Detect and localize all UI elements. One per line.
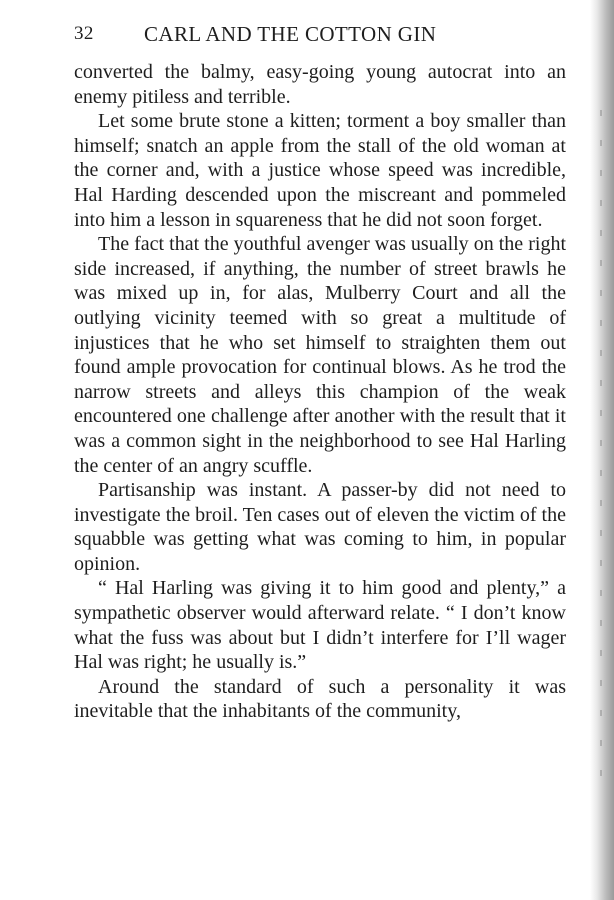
running-title: CARL AND THE COTTON GIN [144, 22, 437, 46]
paragraph: “ Hal Harling was giving it to him good and plenty,” a sympathetic observer would afterward relate. “ I don’t know what the fuss was about but I didn’t interfere for I’ll wager Hal was right; he usually is.” [74, 577, 566, 674]
body-text [74, 60, 566, 724]
paragraph: Partisanship was instant. A passer-by did not need to investigate the broil. Ten cases out of eleven the victim of the squabble was getting what was coming to him, in popular opinion. [74, 479, 566, 575]
paragraph: Let some brute stone a kitten; torment a boy smaller than himself; snatch an apple from the stall of the old woman at the corner and, with a justice whose speed was incredible, Hal Harding descended upon the miscreant and pommeled into him a lesson in squareness that he did not soon forget. [74, 110, 566, 231]
page-number: 32 [74, 23, 94, 44]
paragraph: converted the balmy, easy-going young autocrat into an enemy pitiless and terrible. [74, 61, 566, 108]
running-head [74, 20, 566, 48]
paragraph: Around the standard of such a personality it was inevitable that the inhabitants of the community, [74, 675, 566, 723]
binding-edge-shadow [590, 0, 614, 900]
paragraph: The fact that the youthful avenger was usually on the right side increased, if anything, the number of street brawls he was mixed up in, for alas, Mulberry Court and all the outlying vicinity teemed with so great a multitude of injustices that he who set himself to straighten them out found ample provocation for continual blows. As he trod the narrow streets and alleys this champion of the weak encountered one challenge after another with the result that it was a common sight in the neighborhood to see Hal Harling the center of an angry scuffle. [74, 233, 566, 477]
